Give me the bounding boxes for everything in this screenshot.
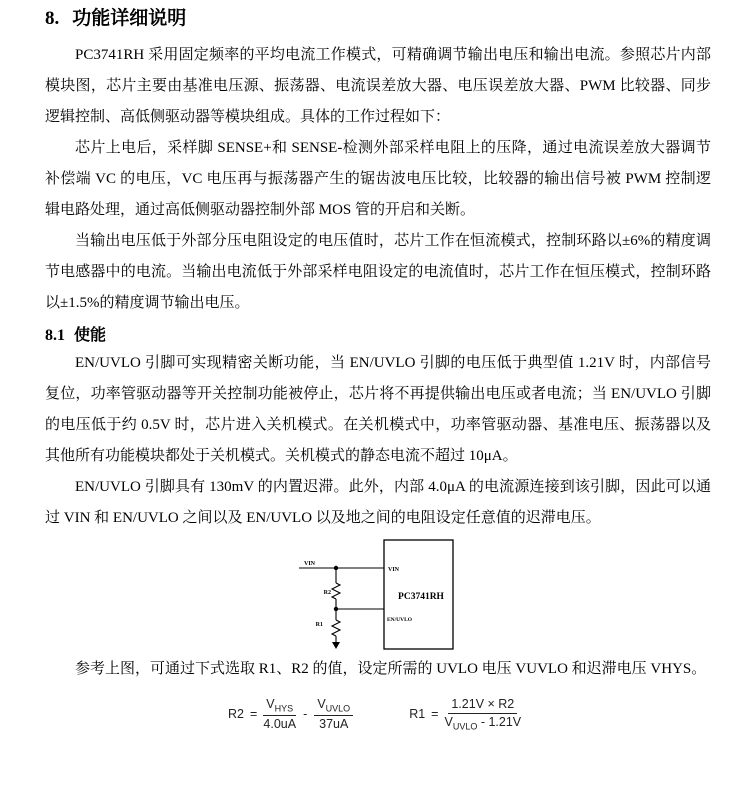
formula-r2-den-1: 4.0uA [263,716,297,731]
resistor-r1-symbol [332,620,340,636]
formula-r2-lhs: R2 [228,707,244,722]
section-number: 8. [45,8,60,29]
formula-r1-den-rest: - 1.21V [477,715,522,729]
vhys-subscript: HYS [274,703,294,714]
vuvlo-den-subscript: UVLO [452,721,478,732]
subsection-heading [45,326,711,346]
vuvlo-den-base: V [444,715,453,729]
section-heading [45,8,711,30]
formula-r2-fraction-1 [263,697,296,732]
formula-r2-den-2: 37uA [319,716,349,731]
paragraph-operation: 芯片上电后，采样脚 SENSE+和 SENSE-检测外部采样电阻上的压降，通过电流误差放大器调节补偿端 VC 的电压，VC 电压再与振荡器产生的锯齿波电压比较，比较器的输出信号被 PWM 控制逻辑电路处理，通过高低侧驱动器控制外部 MOS 管的开启和关断。 [45,140,711,218]
resistor-r2-symbol [332,583,340,599]
enuvlo-circuit-diagram [291,536,461,654]
formula-r2 [228,697,353,732]
formula-r1 [409,697,521,732]
vuvlo-base: V [317,697,326,711]
paragraph-formula-intro: 参考上图，可通过下式选取 R1、R2 的值，设定所需的 UVLO 电压 VUVLO 和迟滞电压 VHYS。 [75,661,707,677]
paragraph-modes: 当输出电压低于外部分压电阻设定的电压值时，芯片工作在恒流模式，控制环路以±6%的精度调节电感器中的电流。当输出电流低于外部采样电阻设定的电流值时，芯片工作在恒压模式，控制环路以±1.5%的精度调节输出电压。 [45,233,711,311]
formula-r1-num: 1.21V × R2 [448,697,517,714]
formula-row [228,697,711,732]
paragraph-overview: PC3741RH 采用固定频率的平均电流工作模式，可精确调节输出电压和输出电流。参照芯片内部模块图，芯片主要由基准电压源、振荡器、电流误差放大器、电压误差放大器、PWM 比较器、同步逻辑控制、高低侧驱动器等模块组成。具体的工作过程如下： [45,47,711,125]
paragraph-hysteresis: EN/UVLO 引脚具有 130mV 的内置迟滞。此外，内部 4.0μA 的电流源连接到该引脚，因此可以通过 VIN 和 EN/UVLO 之间以及 EN/UVLO 以及地之间的电阻设定任意值的迟滞电压。 [45,479,711,526]
vhys-base: V [266,697,275,711]
vuvlo-subscript: UVLO [325,703,351,714]
ground-arrow-icon [332,642,340,649]
formula-r2-minus: - [303,707,308,722]
resistor-r2-label: R2 [323,590,331,596]
formula-r1-lhs: R1 [409,707,426,722]
chip-label: PC3741RH [398,592,444,602]
resistor-r1-label: R1 [315,622,323,628]
chip-pin-vin-label: VIN [388,567,400,573]
subsection-number: 8.1 [45,327,65,344]
formula-r2-equals: = [249,707,258,722]
formula-r1-equals: = [431,707,439,722]
formula-r2-fraction-2 [314,697,353,732]
chip-pin-enuvlo-label: EN/UVLO [387,617,413,623]
net-vin-label: VIN [304,561,316,567]
enuvlo-circuit-figure [291,536,711,654]
paragraph-enable: EN/UVLO 引脚可实现精密关断功能，当 EN/UVLO 引脚的电压低于典型值 1.21V 时，内部信号复位，功率管驱动器等开关控制功能被停止，芯片将不再提供输出电压或者电流；当 EN/UVLO 引脚的电压低于约 0.5V 时，芯片进入关机模式。在关机模式中，功率管驱动器、基准电压、振荡器以及其他所有功能模块都处于关机模式。关机模式的静态电流不超过 10μA。 [45,355,711,464]
section-title: 功能详细说明 [72,8,187,29]
formula-r1-fraction [444,697,521,732]
subsection-title: 使能 [74,327,107,344]
